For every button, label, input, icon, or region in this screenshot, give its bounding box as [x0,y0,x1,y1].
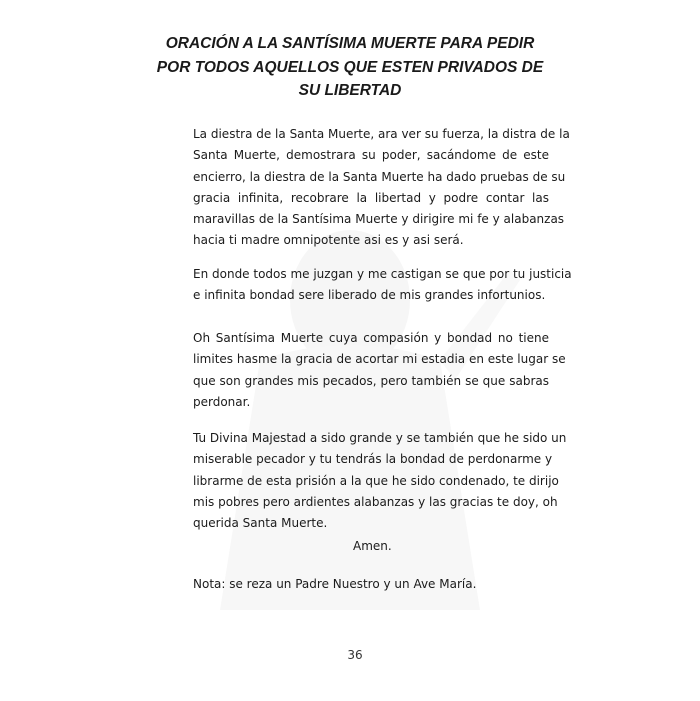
text-line: gracia infinita, recobrare la libertad y podre contar las [193,190,549,205]
prayer-paragraph-4 [193,428,567,534]
text-line: hacia ti madre omnipotente asi es y asi será. [193,233,464,248]
text-line: miserable pecador y tu tendrás la bondad de perdonarme y [193,452,553,467]
text-line: limites hasme la gracia de acortar mi estadia en este lugar se [193,352,566,367]
text-line: maravillas de la Santísima Muerte y dirigire mi fe y alabanzas [193,212,565,227]
title-line: SU LIBERTAD [298,82,402,99]
title-line: POR TODOS AQUELLOS QUE ESTEN PRIVADOS DE [156,58,544,76]
text-line: Santa Muerte, demostrara su poder, sacándome de este [193,148,549,163]
text-line: mis pobres pero ardientes alabanzas y las gracias te doy, oh [193,494,558,509]
text-line: En donde todos me juzgan y me castigan se que por tu justicia [193,267,572,281]
text-line: Oh Santísima Muerte cuya compasión y bondad no tiene [193,331,549,345]
page-number: 36 [347,648,363,662]
prayer-paragraph-3 [193,328,566,413]
text-line: que son grandes mis pecados, pero también se que sabras [193,373,549,388]
document-title [150,32,550,103]
prayer-paragraph-2 [193,264,572,307]
text-line: querida Santa Muerte. [193,516,328,531]
prayer-note: Nota: se reza un Padre Nuestro y un Ave María. [193,577,477,591]
text-line: La diestra de la Santa Muerte, ara ver su fuerza, la distra de la [193,127,570,141]
closing-amen: Amen. [353,539,392,553]
text-line: perdonar. [193,394,251,409]
text-line: Tu Divina Majestad a sido grande y se también que he sido un [193,431,567,445]
text-line: encierro, la diestra de la Santa Muerte ha dado pruebas de su [193,169,566,184]
text-line: librarme de esta prisión a la que he sido condenado, te dirijo [193,473,559,488]
title-line: ORACIÓN A LA SANTÍSIMA MUERTE PARA PEDIR [165,35,535,52]
text-line: e infinita bondad sere liberado de mis grandes infortunios. [193,288,546,303]
prayer-paragraph-1 [193,124,570,252]
